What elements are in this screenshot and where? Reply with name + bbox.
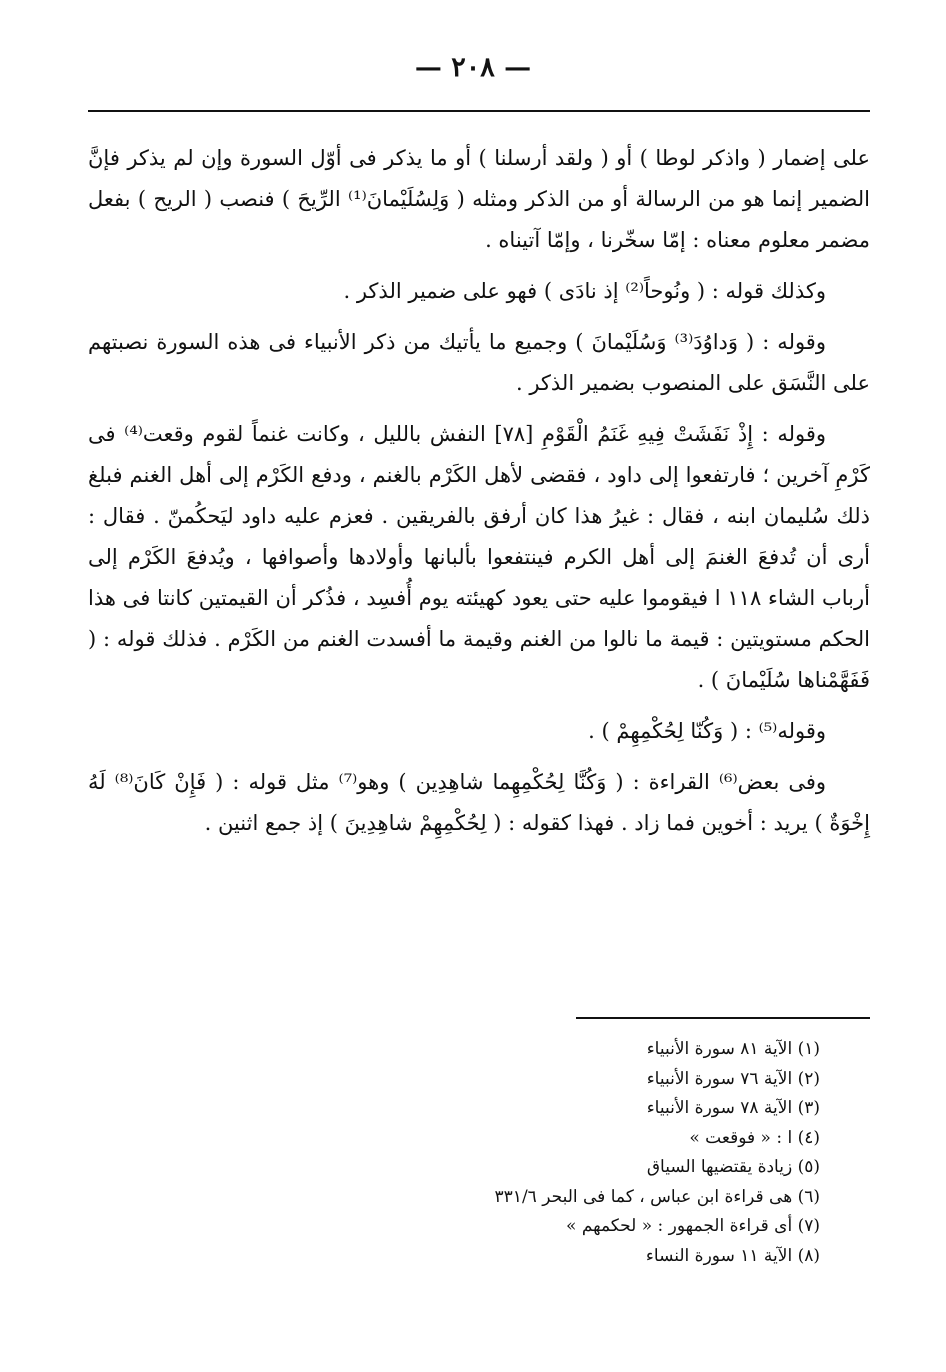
page-number: — ٢٠٨ —: [414, 52, 532, 83]
paragraph-6: وفى بعض⁽⁶⁾ القراءة : ( وَكُنَّا لِحُكْمِهِما شاهِدِين ) وهو⁽⁷⁾ مثل قوله : ( فَإِنْ كَانَ⁽⁸⁾ لَهُ إِخْوَةٌ ) يريد : أخوين فما زاد . فهذا كقوله : ( لِحُكْمِهِمْ شاهِدِينَ ) إذ جمع اثنين .: [88, 770, 870, 835]
header-divider: [88, 110, 870, 112]
footnote-item: (٧) أى قراءة الجمهور : « لحكمهم »: [566, 1216, 820, 1236]
footnote-item: (٢) الآية ٧٦ سورة الأنبياء: [646, 1068, 820, 1089]
paragraph-5: وقوله⁽⁵⁾ : ( وَكُنّا لِحُكْمِهِمْ ) .: [588, 719, 826, 743]
paragraph-4: وقوله : إِذْ نَفَشَتْ فِيهِ غَنَمُ الْقَوْمِ [٧٨] النفش بالليل ، وكانت غنماً لقوم وقعت⁽⁴⁾ فى كَرْمِ آخرين ؛ فارتفعوا إلى داود ، فقضى لأهل الكَرْم بالغنم ، ودفع الكَرْم إلى أهل الغنم فبلغ ذلك سُليمان ابنه ، فقال : غيرُ هذا كان أرفق بالفريقين . فعزم عليه داود ليَحكُمنّ . فقال : أرى أن تُدفعَ الغنمَ إلى أهل الكرم فينتفعوا بألبانها وأولادها وأصوافها ، ويُدفعَ الكَرْم إلى أرباب الشاء ١١٨ ا فيقوموا عليه حتى يعود كهيئته يوم أُفسِد ، فذُكر أن القيمتين كانتا فى هذا الحكم مستويتين : قيمة ما نالوا من الغنم وقيمة ما أفسدت الغنم من الكَرْم . فذلك قوله : ( فَفَهَّمْناها سُلَيْمانَ ) .: [88, 422, 870, 692]
footnote-item: (٦) هى قراءة ابن عباس ، كما فى البحر ٣٣١/٦: [494, 1186, 820, 1207]
footnote-item: (٨) الآية ١١ سورة النساء: [645, 1245, 820, 1266]
footnote-divider: [576, 1017, 870, 1019]
paragraph-1: على إضمار ( واذكر لوطا ) أو ( ولقد أرسلنا ) أو ما يذكر فى أوّل السورة وإن لم يذكر فإنَّ الضمير إنما هو من الرسالة أو من الذكر ومثله ( وَلِسُلَيْمانَ⁽¹⁾ الرِّيحَ ) فنصب ( الريح ) بفعل مضمر معلوم معناه : إمّا سخّرنا ، وإمّا آتيناه .: [88, 146, 870, 252]
main-text: [88, 138, 870, 854]
paragraph-3: وقوله : ( وَداوُدَ⁽³⁾ وَسُلَيْمانَ ) وجميع ما يأتيك من ذكر الأنبياء فى هذه السورة نصبتهم على النَّسَق على المنصوب بضمير الذكر .: [88, 330, 870, 395]
footnote-item: (٤) ا : « فوقعت »: [689, 1127, 820, 1148]
footnote-item: (١) الآية ٨١ سورة الأنبياء: [646, 1039, 820, 1059]
footnote-item: (٥) زيادة يقتضيها السياق: [646, 1157, 820, 1177]
footnotes: [300, 1035, 820, 1271]
footnote-item: (٣) الآية ٧٨ سورة الأنبياء: [646, 1098, 820, 1118]
paragraph-2: وكذلك قوله : ( ونُوحاً⁽²⁾ إذ نادَى ) فهو على ضمير الذكر .: [343, 279, 826, 303]
